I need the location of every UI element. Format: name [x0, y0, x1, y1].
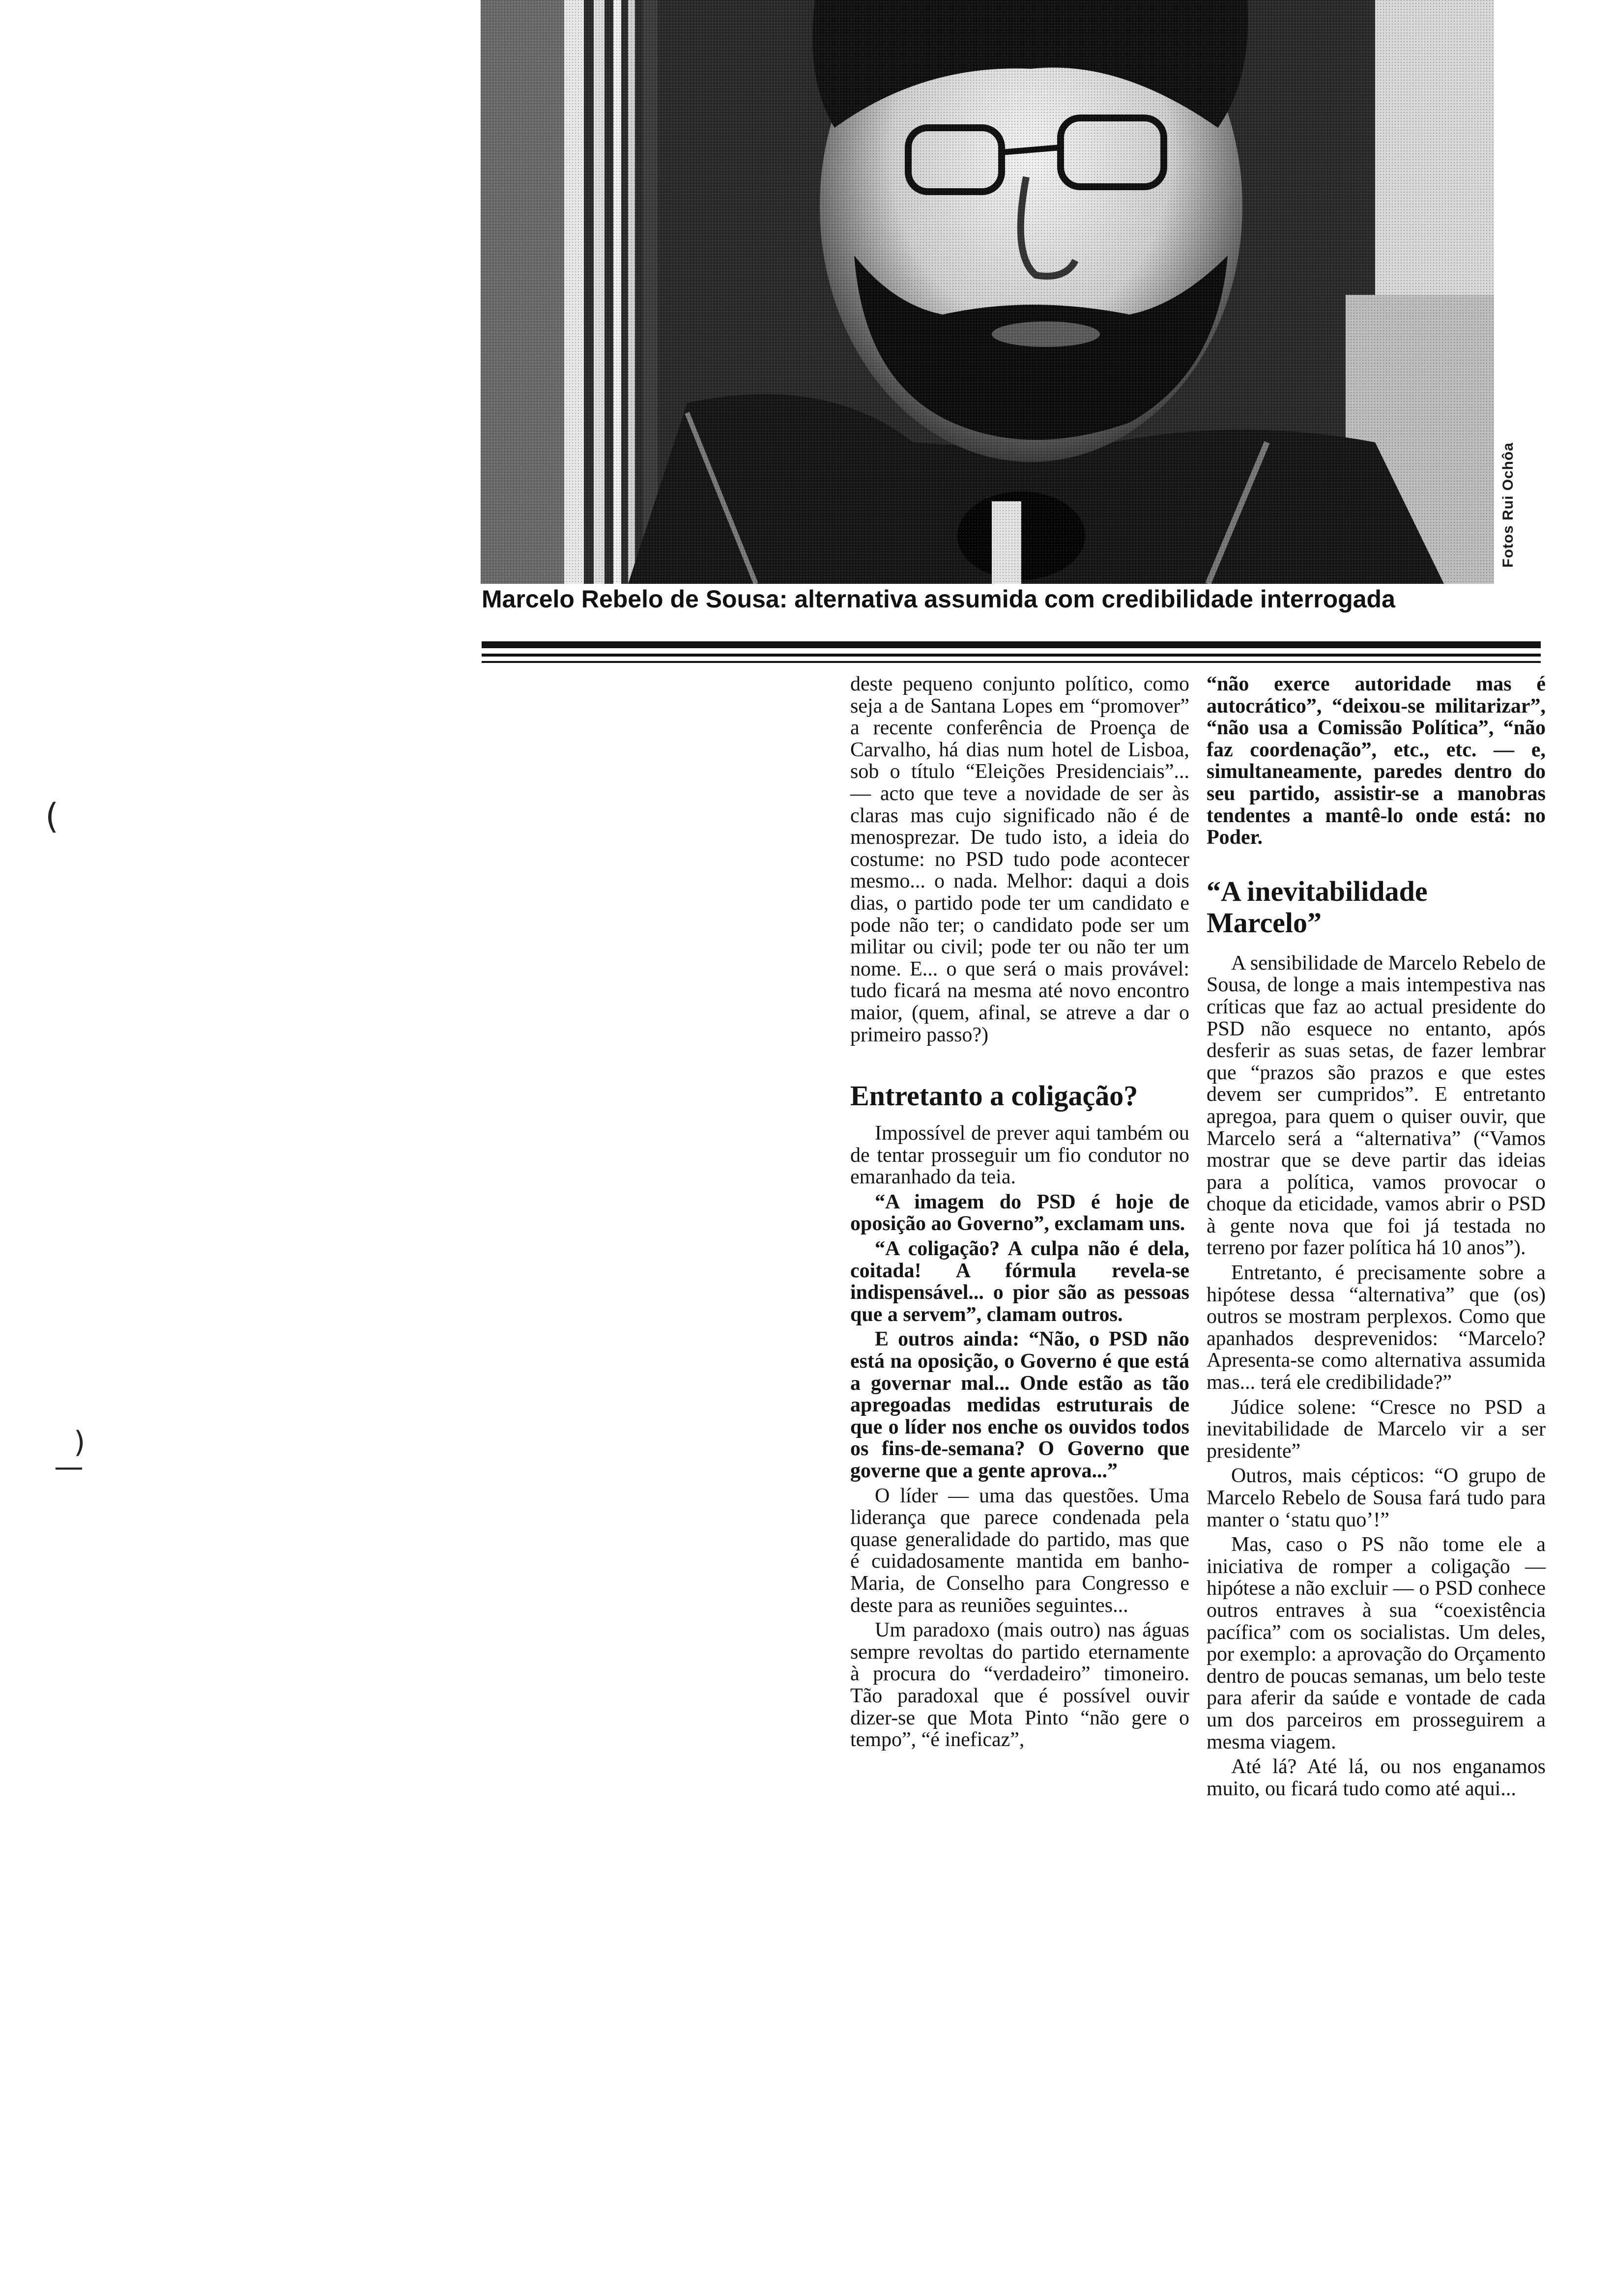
paragraph: Entretanto, é precisamente sobre a hipótese dessa “alternativa” que (os) outros se mostram perplexos. Como que apanhados desprevenidos: “Marcelo? Apresenta-se como alternativa assumida mas... terá ele credibilidade?”	[1207, 1262, 1546, 1394]
section-heading: Entretanto a coligação?	[850, 1080, 1138, 1112]
paragraph: O líder — uma das questões. Uma liderança que parece condenada pela quase generalidade do partido, mas que é cuidadosamente mantida em banho-Maria, de Conselho para Congresso e deste para as reuniões seguintes...	[850, 1484, 1189, 1617]
section-heading: “A inevitabilidade Marcelo”	[1207, 875, 1428, 939]
divider	[482, 661, 1541, 663]
photo-credit: Fotos Rui Ochôa	[1500, 442, 1516, 568]
article-column-left	[850, 673, 1189, 1751]
paragraph: “A imagem do PSD é hoje de oposição ao Governo”, exclamam uns.	[850, 1190, 1189, 1235]
paragraph: Até lá? Até lá, ou nos enganamos muito, ou ficará tudo como até aqui...	[1207, 1755, 1546, 1800]
divider	[482, 641, 1541, 648]
paragraph: Impossível de prever aqui também ou de tentar prosseguir um fio condutor no emaranhado da teia.	[850, 1122, 1189, 1189]
paragraph: A sensibilidade de Marcelo Rebelo de Sousa, de longe a mais intempestiva nas críticas que faz ao actual presidente do PSD não esquece no entanto, após desferir as suas setas, de fazer lembrar que “prazos são prazos e que estes devem ser cumpridos”. E entretanto apregoa, para quem o quiser ouvir, que Marcelo será a “alternativa” (“Vamos mostrar que se deve partir das ideias para a política, vamos provocar o choque da eticidade, vamos abrir o PSD à gente nova que foi já testada no terreno por fazer política há 10 anos”).	[1207, 951, 1546, 1260]
paragraph: Júdice solene: “Cresce no PSD a inevitabilidade de Marcelo vir a ser presidente”	[1207, 1396, 1546, 1463]
divider	[482, 654, 1541, 657]
paragraph: Mas, caso o PS não tome ele a iniciativa de romper a coligação — hipótese a não excluir — o PSD conhece outros entraves à sua “coexistência pacífica” com os socialistas. Um deles, por exemplo: a aprovação do Orçamento dentro de poucas semanas, um belo teste para aferir da saúde e vontade de cada um dos parceiros em prosseguirem a mesma viagem.	[1207, 1533, 1546, 1753]
paragraph: deste pequeno conjunto político, como seja a de Santana Lopes em “promover” a recente conferência de Proença de Carvalho, há dias num hotel de Lisboa, sob o título “Eleições Presidenciais”... — acto que teve a novidade de ser às claras mas cujo significado não é de menosprezar. De tudo isto, a ideia do costume: no PSD tudo pode acontecer mesmo... o nada. Melhor: daqui a dois dias, o partido pode ter um candidato e pode não ter; o candidato pode ser um militar ou civil; pode ter ou não ter um nome. E... o que será o mais provável: tudo ficará na mesma até novo encontro maior, (quem, afinal, se atreve a dar o primeiro passo?)	[850, 673, 1189, 1046]
paragraph: “não exerce autoridade mas é autocrático”, “deixou-se militarizar”, “não usa a Comissão Política”, “não faz coordenação”, etc., etc. — e, simultaneamente, paredes dentro do seu partido, assistir-se a manobras tendentes a mantê-lo onde está: no Poder.	[1207, 673, 1546, 849]
portrait-photo	[481, 0, 1494, 584]
scan-mark: )	[74, 1425, 86, 1460]
scan-mark: —	[54, 1450, 84, 1484]
paragraph: Um paradoxo (mais outro) nas águas sempre revoltas do partido eternamente à procura do “verdadeiro” timoneiro. Tão paradoxal que é possível ouvir dizer-se que Mota Pinto “não gere o tempo”, “é ineficaz”,	[850, 1619, 1189, 1751]
paragraph: “A coligação? A culpa não é dela, coitada! A fórmula revela-se indispensável... o pior são as pessoas que a servem”, clamam outros.	[850, 1237, 1189, 1326]
photo-caption: Marcelo Rebelo de Sousa: alternativa assumida com credibilidade interrogada	[482, 585, 1395, 613]
paragraph: E outros ainda: “Não, o PSD não está na oposição, o Governo é que está a governar mal... Onde estão as tão apregoadas medidas estruturais de que o líder nos enche os ouvidos todos os fins-de-semana? O Governo que governe que a gente aprova...”	[850, 1328, 1189, 1482]
scan-mark: (	[45, 796, 59, 836]
paragraph: Outros, mais cépticos: “O grupo de Marcelo Rebelo de Sousa fará tudo para manter o ‘statu quo’!”	[1207, 1464, 1546, 1531]
article-column-right	[1207, 673, 1546, 1800]
